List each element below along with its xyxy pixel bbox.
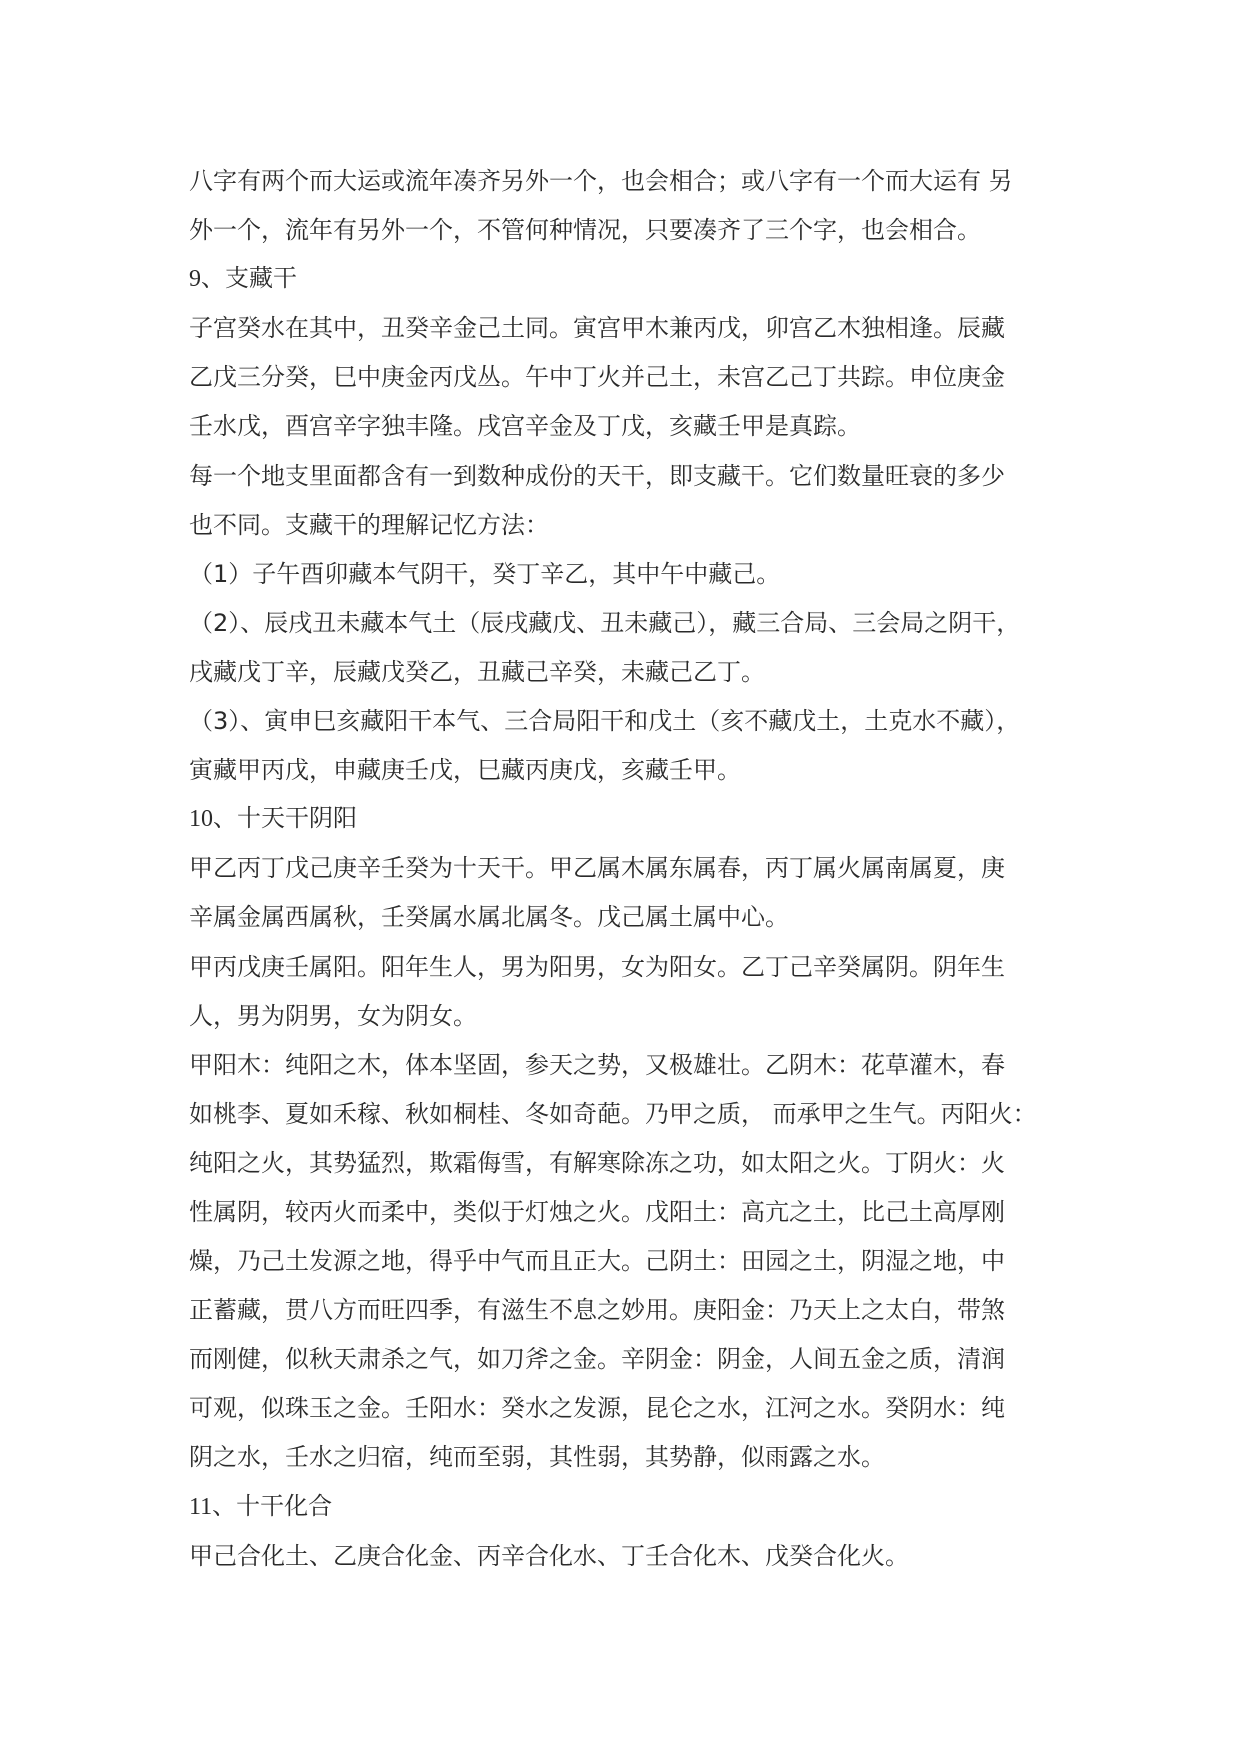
paragraph-line: 每一个地支里面都含有一到数种成份的天干，即支藏干。它们数量旺衰的多少 <box>189 461 1005 490</box>
paragraph-line: 寅藏甲丙戊，申藏庚壬戊，巳藏丙庚戊，亥藏壬甲。 <box>189 756 741 785</box>
paragraph-line: 燥，乃己土发源之地，得乎中气而且正大。己阴土：田园之土，阴湿之地，中 <box>189 1247 1005 1276</box>
paragraph-line: 甲己合化土、乙庚合化金、丙辛合化水、丁壬合化木、戊癸合化火。 <box>189 1541 909 1570</box>
paragraph-line: 性属阴，较丙火而柔中，类似于灯烛之火。戊阳土：高亢之土，比己土高厚刚 <box>189 1197 1005 1226</box>
section-heading: 11、十干化合 <box>189 1493 333 1520</box>
paragraph-line: 辛属金属西属秋，壬癸属水属北属冬。戊己属土属中心。 <box>189 903 789 932</box>
section-heading: 10、十天干阴阳 <box>189 806 357 833</box>
paragraph-line: 人，男为阴男，女为阴女。 <box>189 1001 477 1030</box>
paragraph-line: 纯阳之火，其势猛烈，欺霜侮雪，有解寒除冻之功，如太阳之火。丁阴火：火 <box>189 1148 1005 1177</box>
document-page <box>189 157 1089 1581</box>
paragraph-line: 子宫癸水在其中，丑癸辛金己土同。寅宫甲木兼丙戊，卯宫乙木独相逢。辰藏 <box>189 314 1005 343</box>
paragraph-line: （3）、寅申巳亥藏阳干本气、三合局阳干和戊土（亥不藏戊土，土克水不藏）， <box>189 707 1021 736</box>
paragraph-line: 甲丙戊庚壬属阳。阳年生人，男为阳男，女为阳女。乙丁己辛癸属阴。阴年生 <box>189 952 1005 981</box>
paragraph-line: 正蓄藏，贯八方而旺四季，有滋生不息之妙用。庚阳金：乃天上之太白，带煞 <box>189 1296 1005 1325</box>
paragraph-line: 乙戊三分癸，巳中庚金丙戊丛。午中丁火并己土，未宫乙己丁共踪。申位庚金 <box>189 363 1005 392</box>
paragraph-line: 如桃李、夏如禾稼、秋如桐桂、冬如奇葩。乃甲之质， 而承甲之生气。丙阳火： <box>189 1099 1037 1128</box>
paragraph-line: 外一个，流年有另外一个，不管何种情况，只要凑齐了三个字，也会相合。 <box>189 216 981 245</box>
paragraph-line: 可观，似珠玉之金。壬阳水：癸水之发源，昆仑之水，江河之水。癸阴水：纯 <box>189 1394 1005 1423</box>
paragraph-line: 而刚健，似秋天肃杀之气，如刀斧之金。辛阴金：阴金，人间五金之质，清润 <box>189 1345 1005 1374</box>
paragraph-line: 也不同。支藏干的理解记忆方法： <box>189 510 549 539</box>
section-heading: 9、支藏干 <box>189 266 297 293</box>
paragraph-line: （1）子午酉卯藏本气阴干，癸丁辛乙，其中午中藏己。 <box>189 559 781 588</box>
paragraph-line: 壬水戊，酉宫辛字独丰隆。戌宫辛金及丁戊，亥藏壬甲是真踪。 <box>189 412 861 441</box>
paragraph-line: 阴之水，壬水之归宿，纯而至弱，其性弱，其势静，似雨露之水。 <box>189 1443 885 1472</box>
paragraph-line: 八字有两个而大运或流年凑齐另外一个，也会相合；或八字有一个而大运有 另 <box>189 167 1013 195</box>
paragraph-line: 戌藏戊丁辛，辰藏戊癸乙，丑藏己辛癸，未藏己乙丁。 <box>189 657 765 686</box>
paragraph-line: 甲阳木：纯阳之木，体本坚固，参天之势，又极雄壮。乙阴木：花草灌木，春 <box>189 1050 1005 1079</box>
paragraph-line: 甲乙丙丁戊己庚辛壬癸为十天干。甲乙属木属东属春，丙丁属火属南属夏，庚 <box>189 854 1005 883</box>
paragraph-line: （2）、辰戌丑未藏本气土（辰戌藏戊、丑未藏己），藏三合局、三会局之阴干， <box>189 608 1021 637</box>
